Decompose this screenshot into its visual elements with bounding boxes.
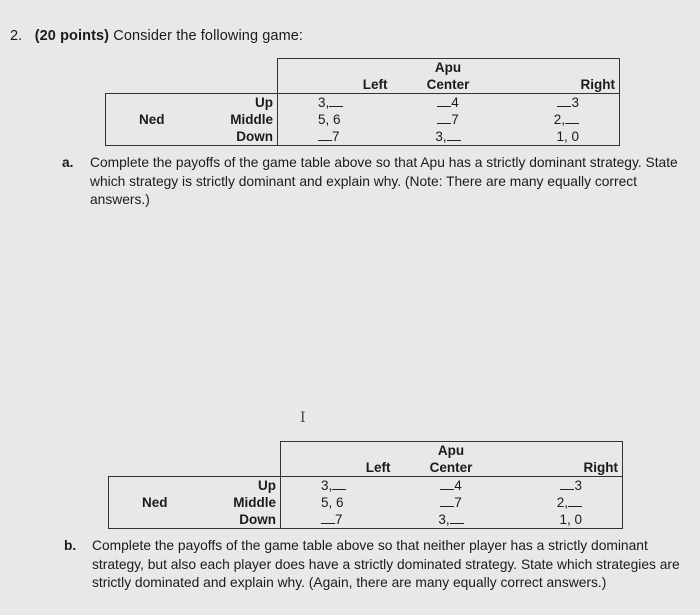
game-table-1	[105, 58, 620, 146]
row-header-up: Up	[201, 477, 281, 495]
part-b	[64, 537, 684, 593]
col-header-right: Right	[505, 76, 620, 94]
col-player-label: Apu	[392, 59, 505, 77]
part-a-text: Complete the payoffs of the game table above so that Apu has a strictly dominant strategy. State which strategy is strictly dominant and explain why. (Note: There are many equally correct answers.)	[90, 155, 678, 207]
col-header-left: Left	[281, 459, 395, 477]
cell-down-center: 3,	[395, 511, 508, 529]
cell-middle-center: 7	[392, 111, 505, 128]
cell-up-left: 3,	[278, 94, 392, 112]
row-header-down: Down	[201, 511, 281, 529]
question-number: 2.	[10, 28, 23, 44]
part-b-label: b.	[64, 538, 77, 553]
part-b-text: Complete the payoffs of the game table above so that neither player has a strictly dominant strategy, but also each player does have a strictly dominated strategy. State which strategies are strictly dominated and explain why. (Again, there are many equally correct answers.)	[92, 538, 680, 590]
row-header-middle: Middle	[233, 495, 276, 510]
cell-down-left: 7	[278, 128, 392, 146]
cell-middle-left: 5, 6	[281, 494, 395, 511]
col-header-center: Center	[395, 459, 508, 477]
part-a	[62, 154, 687, 210]
cell-down-right: 1, 0	[505, 128, 620, 146]
cell-down-center: 3,	[392, 128, 505, 146]
row-player-label: Ned	[109, 494, 201, 511]
cell-up-left: 3,	[281, 477, 395, 495]
cell-middle-center: 7	[395, 494, 508, 511]
row-player-label: Ned	[106, 111, 198, 128]
question-points: (20 points)	[34, 28, 110, 44]
cell-up-center: 4	[395, 477, 508, 495]
col-header-right: Right	[508, 459, 623, 477]
cell-middle-right: 2,	[508, 494, 623, 511]
question-prompt: Consider the following game:	[113, 28, 304, 44]
cell-down-right: 1, 0	[508, 511, 623, 529]
cell-up-right: 3	[505, 94, 620, 112]
cell-up-right: 3	[508, 477, 623, 495]
part-a-label: a.	[62, 155, 74, 170]
question-header	[10, 28, 303, 44]
row-header-middle: Middle	[230, 112, 273, 127]
game-table-2	[108, 441, 623, 529]
col-header-left: Left	[278, 76, 392, 94]
text-cursor-icon: I	[300, 410, 306, 426]
row-header-up: Up	[198, 94, 278, 112]
col-header-center: Center	[392, 76, 505, 94]
col-player-label: Apu	[395, 442, 508, 460]
cell-down-left: 7	[281, 511, 395, 529]
row-header-down: Down	[198, 128, 278, 146]
cell-up-center: 4	[392, 94, 505, 112]
cell-middle-right: 2,	[505, 111, 620, 128]
cell-middle-left: 5, 6	[278, 111, 392, 128]
